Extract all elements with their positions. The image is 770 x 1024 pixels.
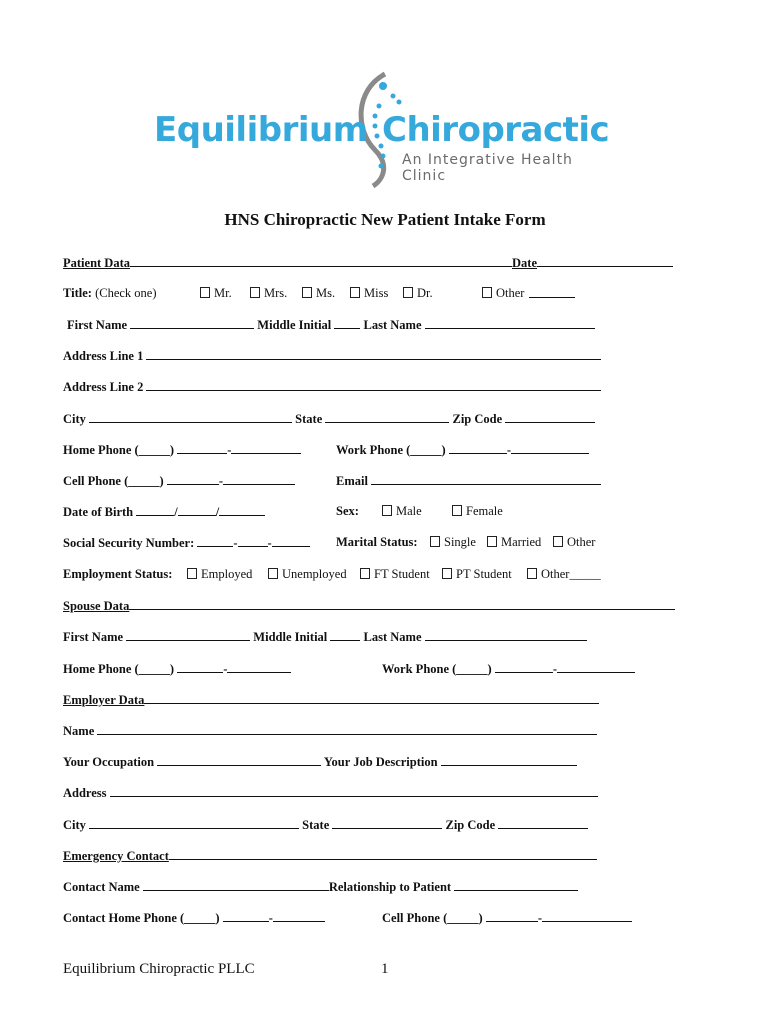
contact-cell-phone-row: Cell Phone (_____) -: [382, 910, 632, 926]
spouse-first-name-label: First Name: [63, 630, 124, 644]
title-option-mrs[interactable]: Mrs.: [250, 286, 287, 301]
emergency-contact-heading: Emergency Contact: [63, 849, 169, 863]
patient-data-row: [63, 255, 673, 271]
logo-name-left: Equilibrium: [154, 110, 368, 150]
ssn-part2-field[interactable]: [238, 535, 268, 547]
employer-zip-label: Zip Code: [445, 818, 496, 832]
cell-phone-line-field[interactable]: [223, 473, 295, 485]
home-phone-row: Home Phone (_____) -: [63, 442, 301, 458]
cell-phone-row: Cell Phone (_____) -: [63, 473, 295, 489]
cell-phone-label: Cell Phone (_____): [63, 474, 164, 488]
occupation-row: [63, 754, 577, 770]
contact-home-phone-line-field[interactable]: [273, 910, 325, 922]
title-option-other[interactable]: Other: [482, 286, 524, 301]
cell-phone-prefix-field[interactable]: [167, 473, 219, 485]
email-row: [336, 473, 601, 489]
patient-data-heading: Patient Data: [63, 256, 130, 270]
marital-option-other[interactable]: Other: [553, 535, 595, 550]
address2-label: Address Line 2: [63, 380, 144, 394]
last-name-field[interactable]: [425, 317, 595, 329]
zip-label: Zip Code: [452, 412, 503, 426]
spouse-work-phone-prefix-field[interactable]: [495, 661, 553, 673]
marital-status-label: Marital Status:: [336, 535, 418, 549]
occupation-field[interactable]: [157, 754, 321, 766]
emergency-contact-line[interactable]: [169, 848, 597, 860]
ssn-row: Social Security Number: - -: [63, 535, 310, 551]
footer-company: Equilibrium Chiropractic PLLC: [63, 961, 255, 977]
spouse-last-name-label: Last Name: [363, 630, 422, 644]
employer-data-line[interactable]: [144, 692, 599, 704]
sex-option-female[interactable]: Female: [452, 504, 503, 519]
employment-option-employed[interactable]: Employed: [187, 567, 252, 582]
date-field[interactable]: [537, 255, 673, 267]
title-hint: (Check one): [95, 286, 157, 300]
address1-row: [63, 348, 601, 364]
address2-field[interactable]: [146, 379, 601, 391]
employer-city-row: [63, 817, 588, 833]
relationship-label: Relationship to Patient: [328, 880, 452, 894]
work-phone-label: Work Phone (_____): [336, 443, 446, 457]
spouse-middle-initial-field[interactable]: [330, 629, 360, 641]
city-label: City: [63, 412, 86, 426]
spouse-home-phone-row: Home Phone (_____) -: [63, 661, 291, 677]
contact-home-phone-prefix-field[interactable]: [223, 910, 269, 922]
dob-month-field[interactable]: [136, 504, 174, 516]
footer-page-number: 1: [381, 961, 389, 977]
title-option-ms[interactable]: Ms.: [302, 286, 335, 301]
spouse-work-phone-row: Work Phone (_____) -: [382, 661, 635, 677]
employer-address-field[interactable]: [110, 785, 598, 797]
spouse-home-phone-label: Home Phone (_____): [63, 662, 175, 676]
contact-cell-phone-label: Cell Phone (_____): [382, 911, 483, 925]
employer-data-heading: Employer Data: [63, 693, 145, 707]
employer-zip-field[interactable]: [498, 817, 588, 829]
address1-label: Address Line 1: [63, 349, 144, 363]
spouse-name-row: [63, 629, 587, 645]
contact-name-row: [63, 879, 578, 895]
employment-option-other[interactable]: Other_____: [527, 567, 601, 582]
sex-label: Sex:: [336, 504, 359, 518]
contact-home-phone-label: Contact Home Phone (_____): [63, 911, 220, 925]
address2-row: [63, 379, 601, 395]
middle-initial-label: Middle Initial: [257, 318, 332, 332]
title-row: [63, 286, 157, 301]
middle-initial-field[interactable]: [334, 317, 360, 329]
email-field[interactable]: [371, 473, 601, 485]
employer-address-label: Address: [63, 786, 107, 800]
employer-state-field[interactable]: [332, 817, 442, 829]
employer-city-label: City: [63, 818, 86, 832]
title-label: Title:: [63, 286, 92, 300]
title-other-field[interactable]: [529, 286, 575, 298]
email-label: Email: [336, 474, 368, 488]
job-description-field[interactable]: [441, 754, 577, 766]
state-label: State: [295, 412, 323, 426]
contact-cell-phone-line-field[interactable]: [542, 910, 632, 922]
employment-option-pt-student[interactable]: PT Student: [442, 567, 512, 582]
employment-status-label: Employment Status:: [63, 567, 173, 581]
zip-field[interactable]: [505, 411, 595, 423]
marital-option-single[interactable]: Single: [430, 535, 476, 550]
ssn-label: Social Security Number:: [63, 536, 195, 550]
employer-city-field[interactable]: [89, 817, 299, 829]
contact-name-field[interactable]: [143, 879, 329, 891]
city-field[interactable]: [89, 411, 292, 423]
title-option-miss[interactable]: Miss: [350, 286, 388, 301]
home-phone-line-field[interactable]: [231, 442, 301, 454]
spouse-home-phone-line-field[interactable]: [227, 661, 291, 673]
job-description-label: Your Job Description: [323, 755, 438, 769]
employer-state-label: State: [302, 818, 330, 832]
employment-option-unemployed[interactable]: Unemployed: [268, 567, 347, 582]
employer-data-row: [63, 692, 599, 708]
patient-name-row: [67, 317, 595, 333]
employer-name-field[interactable]: [97, 723, 597, 735]
dob-day-field[interactable]: [178, 504, 216, 516]
relationship-field[interactable]: [454, 879, 578, 891]
address1-field[interactable]: [146, 348, 601, 360]
employer-name-row: [63, 723, 597, 739]
contact-name-label: Contact Name: [63, 880, 140, 894]
title-option-dr[interactable]: Dr.: [403, 286, 433, 301]
work-phone-row: Work Phone (_____) -: [336, 442, 589, 458]
clinic-logo: [150, 70, 620, 190]
city-row: [63, 411, 595, 427]
spouse-data-row: [63, 598, 675, 614]
spouse-last-name-field[interactable]: [425, 629, 587, 641]
first-name-field[interactable]: [130, 317, 254, 329]
occupation-label: Your Occupation: [63, 755, 155, 769]
last-name-label: Last Name: [363, 318, 422, 332]
dob-label: Date of Birth: [63, 505, 134, 519]
dob-row: Date of Birth / /: [63, 504, 265, 520]
employment-option-ft-student[interactable]: FT Student: [360, 567, 430, 582]
sex-option-male[interactable]: Male: [382, 504, 422, 519]
employer-name-label: Name: [63, 724, 95, 738]
home-phone-prefix-field[interactable]: [177, 442, 227, 454]
date-label: Date: [512, 256, 537, 270]
dob-year-field[interactable]: [219, 504, 265, 516]
emergency-contact-row: [63, 848, 597, 864]
spouse-work-phone-line-field[interactable]: [557, 661, 635, 673]
marital-option-married[interactable]: Married: [487, 535, 541, 550]
spouse-first-name-field[interactable]: [126, 629, 250, 641]
spouse-data-line[interactable]: [129, 598, 675, 610]
ssn-part3-field[interactable]: [272, 535, 310, 547]
contact-home-phone-row: Contact Home Phone (_____) -: [63, 910, 325, 926]
state-field[interactable]: [325, 411, 449, 423]
spouse-work-phone-label: Work Phone (_____): [382, 662, 492, 676]
home-phone-label: Home Phone (_____): [63, 443, 175, 457]
employer-address-row: [63, 785, 598, 801]
work-phone-prefix-field[interactable]: [449, 442, 507, 454]
logo-tagline: An Integrative Health Clinic: [402, 152, 573, 184]
contact-cell-phone-prefix-field[interactable]: [486, 910, 538, 922]
work-phone-line-field[interactable]: [511, 442, 589, 454]
logo-name-right: Chiropractic: [382, 110, 610, 150]
first-name-label: First Name: [67, 318, 128, 332]
spouse-home-phone-prefix-field[interactable]: [177, 661, 223, 673]
form-title: HNS Chiropractic New Patient Intake Form: [224, 210, 546, 229]
title-option-mr[interactable]: Mr.: [200, 286, 232, 301]
patient-data-line[interactable]: [130, 255, 512, 267]
ssn-part1-field[interactable]: [197, 535, 233, 547]
spouse-data-heading: Spouse Data: [63, 599, 130, 613]
spouse-middle-initial-label: Middle Initial: [253, 630, 328, 644]
